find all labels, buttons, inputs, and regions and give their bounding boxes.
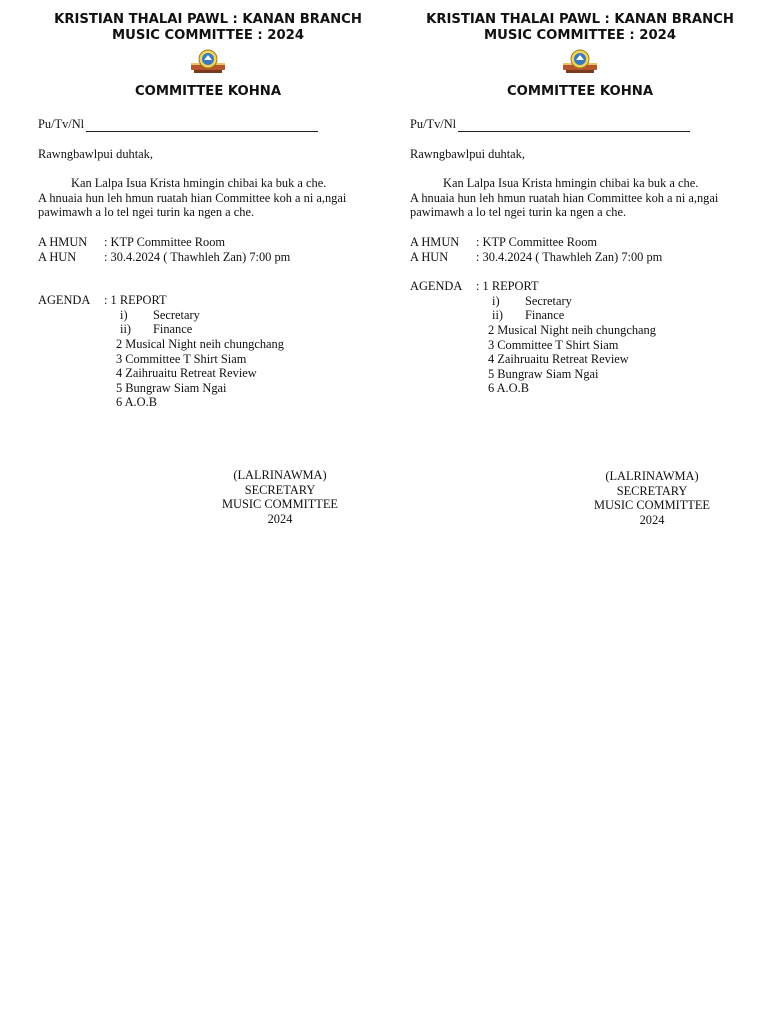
agenda-row — [38, 293, 378, 308]
recipient-line — [38, 117, 378, 132]
body-line: Kan Lalpa Isua Krista hmingin chibai ka buk a che. — [443, 176, 699, 191]
time-row — [38, 250, 378, 265]
signature-block — [540, 469, 764, 527]
sub-item-text: Finance — [525, 308, 565, 323]
agenda — [410, 279, 750, 396]
agenda-item: 5 Bungraw Siam Ngai — [488, 366, 599, 381]
ktp-emblem-icon — [410, 48, 750, 78]
org-title: KRISTIAN THALAI PAWL : KANAN BRANCH — [426, 12, 734, 27]
sub-item-text: Secretary — [153, 307, 200, 322]
agenda-label: AGENDA — [38, 293, 91, 308]
signatory-committee: MUSIC COMMITTEE — [222, 497, 338, 512]
agenda-sub-item — [38, 322, 378, 337]
agenda-item: 2 Musical Night neih chungchang — [488, 322, 656, 337]
agenda-item: 6 A.O.B — [116, 395, 157, 410]
org-title: KRISTIAN THALAI PAWL : KANAN BRANCH — [54, 12, 362, 27]
sub-item-number: i) — [120, 307, 128, 322]
recipient-label: Pu/Tv/Nl — [410, 117, 457, 131]
committee-title: MUSIC COMMITTEE : 2024 — [111, 28, 305, 43]
agenda-item: 2 Musical Night neih chungchang — [116, 336, 284, 351]
sub-item-text: Secretary — [525, 293, 572, 308]
agenda-sub-item — [38, 308, 378, 323]
sub-item-number: ii) — [492, 308, 504, 323]
signatory-committee: MUSIC COMMITTEE — [594, 498, 710, 513]
agenda-sub-item — [410, 294, 750, 309]
venue-value: : KTP Committee Room — [476, 234, 598, 249]
sub-item-number: ii) — [120, 322, 132, 337]
agenda — [38, 293, 378, 410]
agenda-item: 4 Zaihruaitu Retreat Review — [116, 366, 257, 381]
committee-title: MUSIC COMMITTEE : 2024 — [483, 28, 677, 43]
signatory-name: (LALRINAWMA) — [233, 467, 327, 482]
agenda-sub-item — [410, 308, 750, 323]
meeting-details — [410, 235, 750, 264]
time-value: : 30.4.2024 ( Thawhleh Zan) 7:00 pm — [476, 249, 663, 264]
greeting: Rawngbawlpui duhtak, — [410, 146, 525, 161]
recipient-line — [410, 117, 750, 132]
recipient-blank — [86, 120, 318, 132]
body-line: pawimawh a lo tel ngei turin ka ngen a che. — [38, 205, 255, 220]
document-title: COMMITTEE KOHNA — [506, 84, 654, 99]
agenda-item: 5 Bungraw Siam Ngai — [116, 380, 227, 395]
time-row — [410, 250, 750, 265]
body-paragraph — [38, 176, 378, 220]
venue-row — [38, 235, 378, 250]
venue-value: : KTP Committee Room — [104, 234, 226, 249]
agenda-label: AGENDA — [410, 279, 463, 294]
agenda-row — [410, 279, 750, 294]
agenda-item: : 1 REPORT — [104, 293, 167, 308]
signatory-name: (LALRINAWMA) — [605, 468, 699, 483]
body-line: pawimawh a lo tel ngei turin ka ngen a che. — [410, 205, 627, 220]
venue-row — [410, 235, 750, 250]
agenda-item: : 1 REPORT — [476, 279, 539, 294]
ktp-emblem-icon — [38, 48, 378, 78]
venue-label: A HMUN — [38, 234, 88, 249]
venue-label: A HMUN — [410, 234, 460, 249]
signatory-role: SECRETARY — [244, 482, 316, 497]
agenda-item: 4 Zaihruaitu Retreat Review — [488, 352, 629, 367]
signatory-role: SECRETARY — [616, 483, 688, 498]
agenda-item: 3 Committee T Shirt Siam — [488, 337, 619, 352]
time-label: A HUN — [38, 249, 77, 264]
sub-item-text: Finance — [153, 322, 193, 337]
sub-item-number: i) — [492, 293, 500, 308]
body-line: A hnuaia hun leh hmun ruatah hian Committee koh a ni a,ngai — [410, 190, 719, 205]
greeting: Rawngbawlpui duhtak, — [38, 146, 153, 161]
signature-block — [168, 468, 392, 526]
time-label: A HUN — [410, 249, 449, 264]
body-line: Kan Lalpa Isua Krista hmingin chibai ka buk a che. — [71, 176, 327, 191]
signatory-year: 2024 — [267, 511, 293, 526]
document-title: COMMITTEE KOHNA — [134, 84, 282, 99]
agenda-item: 6 A.O.B — [488, 381, 529, 396]
recipient-label: Pu/Tv/Nl — [38, 117, 85, 131]
agenda-item: 3 Committee T Shirt Siam — [116, 351, 247, 366]
time-value: : 30.4.2024 ( Thawhleh Zan) 7:00 pm — [104, 249, 291, 264]
recipient-blank — [458, 120, 690, 132]
notice-right — [410, 12, 750, 527]
meeting-details — [38, 235, 378, 264]
signatory-year: 2024 — [639, 512, 665, 527]
body-paragraph — [410, 176, 750, 220]
body-line: A hnuaia hun leh hmun ruatah hian Committee koh a ni a,ngai — [38, 190, 347, 205]
notice-left — [38, 12, 378, 526]
